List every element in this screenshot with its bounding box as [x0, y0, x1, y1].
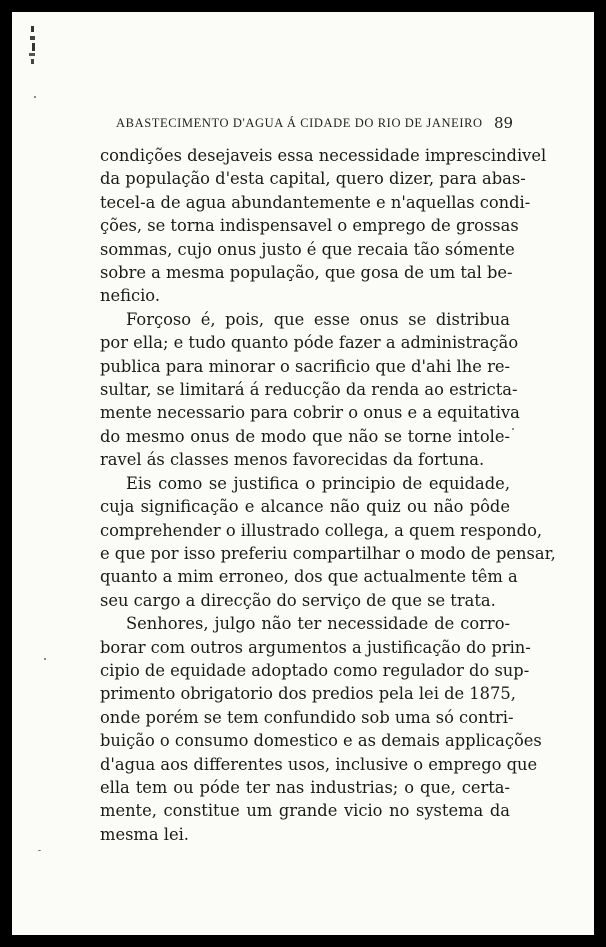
- text-line: tecel-a de agua abundantemente e n'aquellas condi-: [100, 192, 531, 212]
- page-number: 89: [494, 114, 514, 132]
- body-text: [100, 144, 556, 846]
- text-line: e que por isso preferiu compartilhar o modo de pensar,: [100, 543, 556, 563]
- text-line: ções, se torna indispensavel o emprego de grossas: [100, 216, 519, 236]
- text-line: sobre a mesma população, que gosa de um tal be-: [100, 263, 513, 283]
- paragraph: [100, 308, 520, 472]
- margin-ink-mark: [28, 26, 38, 72]
- text-line: cipio de equidade adoptado como regulador do sup-: [100, 660, 530, 680]
- text-line: onde porém se tem confundido sob uma só contri-: [100, 707, 514, 727]
- text-line: sommas, cujo onus justo é que recaia tão sómente: [100, 239, 515, 259]
- paragraph: [100, 472, 556, 612]
- text-line: mente necessario para cobrir o onus e a equitativa: [100, 403, 520, 423]
- text-line: sultar, se limitará á reducção da renda ao estricta-: [100, 380, 518, 400]
- text-line: Forçoso é, pois, que esse onus se distribua: [126, 309, 510, 329]
- text-line: publica para minorar o sacrificio que d'ahi lhe re-: [100, 356, 510, 376]
- paper-speck: [512, 428, 514, 430]
- text-line: quanto a mim erroneo, dos que actualmente têm a: [100, 567, 518, 587]
- text-line: buição o consumo domestico e as demais applicações: [100, 731, 542, 751]
- text-line: primento obrigatorio dos predios pela lei de 1875,: [100, 684, 516, 704]
- text-line: da população d'esta capital, quero dizer, para abas-: [100, 169, 526, 189]
- text-line: comprehender o illustrado collega, a quem respondo,: [100, 520, 543, 540]
- text-line: por ella; e tudo quanto póde fazer a administração: [100, 333, 519, 353]
- text-line: Eis como se justifica o principio de equidade,: [126, 473, 510, 493]
- paragraph: [100, 144, 547, 308]
- book-page: [12, 12, 594, 935]
- paper-speck: [38, 850, 41, 851]
- text-line: d'agua aos differentes usos, inclusive o emprego que: [100, 754, 538, 774]
- text-line: borar com outros argumentos a justificação do prin-: [100, 637, 531, 657]
- text-line: Senhores, julgo não ter necessidade de corro-: [126, 614, 510, 634]
- text-line: mente, constitue um grande vicio no systema da: [100, 801, 510, 821]
- paragraph: [100, 612, 542, 846]
- text-line: condições desejaveis essa necessidade imprescindivel: [100, 146, 547, 165]
- running-head: ABASTECIMENTO D'AGUA Á CIDADE DO RIO DE JANEIRO: [116, 116, 483, 130]
- text-line: seu cargo a direcção do serviço de que se trata.: [100, 590, 496, 610]
- text-line: ravel ás classes menos favorecidas da fortuna.: [100, 450, 485, 470]
- paper-speck: [44, 658, 46, 660]
- text-line: cuja significação e alcance não quiz ou não pôde: [100, 497, 510, 517]
- paper-speck: [34, 96, 36, 98]
- text-line: neficio.: [100, 286, 160, 306]
- text-line: ella tem ou póde ter nas industrias; o que, certa-: [100, 777, 510, 797]
- page-header: [12, 114, 594, 136]
- text-line: mesma lei.: [100, 824, 189, 844]
- text-line: do mesmo onus de modo que não se torne intole-: [100, 426, 510, 446]
